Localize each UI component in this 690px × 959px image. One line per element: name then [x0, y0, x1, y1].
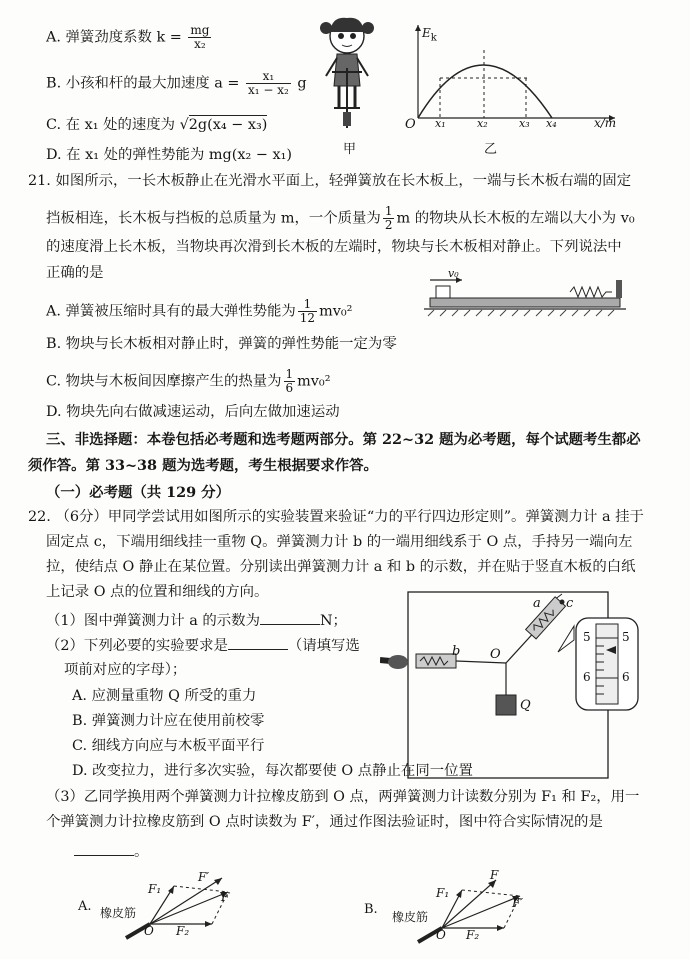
q22-option-c: C. 细线方向应与木板平面平行: [72, 738, 265, 754]
fig-a-fprime: F′: [198, 870, 210, 884]
q22-option-b: B. 弹簧测力计应在使用前校零: [72, 713, 265, 729]
figure-q22-apparatus: [380, 590, 640, 785]
graph-ylabel: $E_k$: [422, 26, 437, 44]
q22-part2-cont: 项前对应的字母）；: [64, 662, 187, 678]
q22-part3-line1: （3）乙同学换用两个弹簧测力计拉橡皮筋到 O 点，两弹簧测力计读数分别为 F₁ 和 F₂，用一: [46, 789, 640, 805]
figure-jia-label: 甲: [343, 142, 357, 157]
fig22-scale-6-right: 6: [622, 670, 630, 684]
q22-line4: 上记录 O 点的位置和细线的方向。: [46, 584, 269, 600]
fig22-label-c: c: [566, 596, 574, 611]
answer-blank-2[interactable]: [228, 636, 288, 650]
fig22-label-o: O: [490, 647, 501, 662]
q21-option-b: B. 物块与长木板相对静止时，弹簧的弹性势能一定为零: [46, 336, 397, 352]
fig-b-f: F: [490, 868, 499, 882]
figure-yi-label: 乙: [484, 142, 498, 157]
graph-xlabel: x/m: [594, 116, 617, 130]
fig-a-f2: F₂: [176, 924, 190, 938]
graph-tick-x1: x₁: [435, 117, 446, 130]
q22-line2: 固定点 c，下端用细线挂一重物 Q。弹簧测力计 b 的一端用细线系于 O 点，手持另一端向左: [46, 534, 633, 550]
q21-option-d: D. 物块先向右做减速运动，后向左做加速运动: [46, 404, 340, 420]
fig-a-f1: F₁: [148, 882, 162, 896]
graph-tick-x3: x₃: [519, 117, 530, 130]
graph-tick-x4: x₄: [546, 117, 557, 130]
q21-line3: 的速度滑上长木板，当物块再次滑到长木板的左端时，物块与长木板相对静止。下列说法中: [46, 239, 622, 255]
fig22-scale-5-left: 5: [583, 630, 591, 644]
q22-part3-line2: 个弹簧测力计拉橡皮筋到 O 点时读数为 F′，通过作图法验证时，图中符合实际情况的是: [46, 814, 603, 830]
fig22-scale-6-left: 6: [583, 670, 591, 684]
q22-part1: （1）图中弹簧测力计 a 的示数为 N；: [46, 613, 347, 629]
fig-a-letter: A.: [78, 899, 92, 914]
fig-b-letter: B.: [364, 902, 378, 917]
q20-option-d: D. 在 x₁ 处的弹性势能为 mg(x₂ − x₁): [46, 147, 292, 163]
q21-line4: 正确的是: [46, 265, 104, 281]
fig22-scale-5-right: 5: [622, 630, 630, 644]
q21-line1: 21. 如图所示，一长木板静止在光滑水平面上，轻弹簧放在长木板上，一端与长木板右端的固定: [28, 173, 632, 189]
fig-a-o: O: [144, 924, 154, 938]
fig-a-rubber-label: 橡皮筋: [100, 906, 137, 920]
q22-part2: （2）下列必要的实验要求是 （请填写选: [46, 638, 360, 654]
q20-option-b: B. 小孩和杆的最大加速度 a = $\frac{\text{x₁}}{\text{x₁ − x₂}}$ g: [46, 69, 307, 97]
section3-line1: 三、非选择题：本卷包括必考题和选考题两部分。第 22~32 题为必考题，每个试题考生都必: [46, 431, 641, 448]
q21-option-a: A. 弹簧被压缩时具有的最大弹性势能为 $\frac{1}{12}$ mv₀²: [46, 297, 353, 325]
figure-jia-child-pogo: [312, 8, 382, 158]
q22-line1: 22. （6分）甲同学尝试用如图所示的实验装置来验证“力的平行四边形定则”。弹簧测力计 a 挂于: [28, 509, 644, 525]
q22-option-a: A. 应测量重物 Q 所受的重力: [72, 688, 257, 704]
answer-blank-3[interactable]: [74, 842, 134, 856]
q20-option-a: A. 弹簧劲度系数 k = $\frac{mg}{\text{x₂}}$: [46, 23, 210, 51]
answer-blank-1[interactable]: [260, 611, 320, 625]
q21-line2: 挡板相连，长木板与挡板的总质量为 m，一个质量为 $\frac{1}{2}$ m 的物块从长木板的左端以大小为 v₀: [46, 204, 635, 232]
q21-option-c: C. 物块与木板间因摩擦产生的热量为 $\frac{1}{6}$ mv₀²: [46, 367, 331, 395]
q22-part3-answer: 。: [74, 842, 148, 862]
fig-b-f2: F₂: [466, 928, 480, 942]
q21-fig-v0: v₀: [448, 267, 459, 280]
fig-b-f1: F₁: [436, 886, 450, 900]
fig-b-rubber-label: 橡皮筋: [392, 910, 429, 924]
q22-line3: 拉，使结点 O 静止在某位置。分别读出弹簧测力计 a 和 b 的示数，并在贴于竖直木板的白纸: [46, 559, 636, 575]
q20-option-c: C. 在 x₁ 处的速度为 √2g(x₄ − x₃): [46, 117, 268, 133]
graph-tick-x2: x₂: [477, 117, 488, 130]
fig-b-fprime: F′: [512, 896, 524, 910]
fig-b-o: O: [436, 928, 446, 942]
section3-line2: 须作答。第 33~38 题为选考题，考生根据要求作答。: [28, 457, 378, 474]
fig-a-f: F: [221, 890, 230, 904]
q22-option-d: D. 改变拉力，进行多次实验，每次都要使 O 点静止在同一位置: [72, 763, 473, 779]
fig22-label-a: a: [533, 596, 541, 611]
graph-origin: O: [405, 117, 416, 132]
section3-subheading: （一）必考题（共 129 分）: [46, 484, 230, 501]
fig22-label-b: b: [452, 644, 461, 659]
fig22-label-q: Q: [520, 698, 531, 713]
